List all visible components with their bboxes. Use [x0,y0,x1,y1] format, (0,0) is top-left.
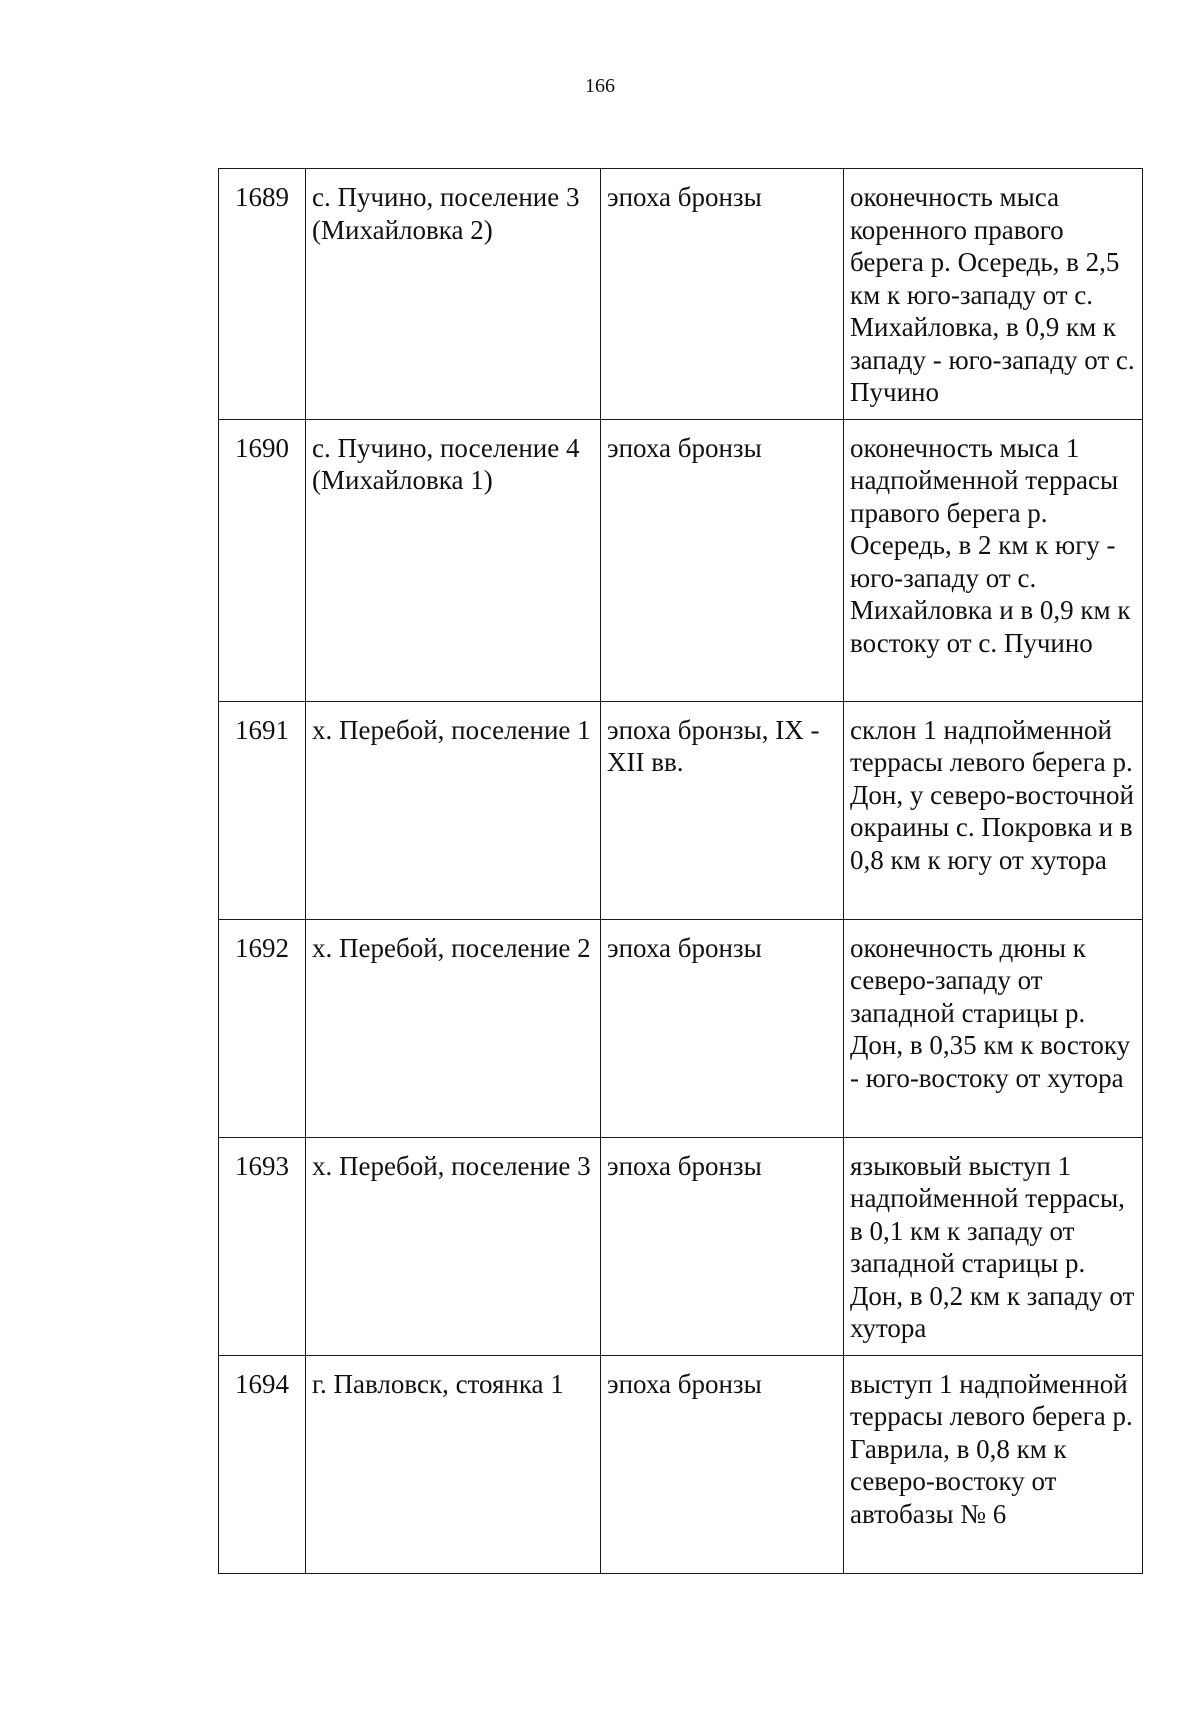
site-name: с. Пучино, поселение 4 (Михайловка 1) [306,419,601,701]
site-period: эпоха бронзы, IX - XII вв. [601,701,844,919]
row-number: 1690 [219,419,306,701]
table-row [219,701,1143,919]
row-number: 1694 [219,1355,306,1573]
row-number: 1692 [219,919,306,1137]
page-number: 166 [585,75,615,97]
table-row [219,1137,1143,1355]
site-location: оконечность мыса коренного правого берега р. Осередь, в 2,5 км к юго-западу от с. Михайловка, в 0,9 км к западу - юго-западу от с. Пучино [844,169,1143,420]
site-name: х. Перебой, поселение 3 [306,1137,601,1355]
site-name: г. Павловск, стоянка 1 [306,1355,601,1573]
site-location: языковый выступ 1 надпойменной террасы, в 0,1 км к западу от западной старицы р. Дон, в 0,2 км к западу от хутора [844,1137,1143,1355]
site-period: эпоха бронзы [601,1137,844,1355]
site-location: выступ 1 надпойменной террасы левого берега р. Гаврила, в 0,8 км к северо-востоку от автобазы № 6 [844,1355,1143,1573]
site-period: эпоха бронзы [601,169,844,420]
row-number: 1689 [219,169,306,420]
table-row [219,169,1143,420]
row-number: 1691 [219,701,306,919]
table-row [219,919,1143,1137]
site-location: склон 1 надпойменной террасы левого берега р. Дон, у северо-восточной окраины с. Покровка и в 0,8 км к югу от хутора [844,701,1143,919]
row-number: 1693 [219,1137,306,1355]
site-period: эпоха бронзы [601,919,844,1137]
table-row [219,1355,1143,1573]
table-row [219,419,1143,701]
site-location: оконечность дюны к северо-западу от западной старицы р. Дон, в 0,35 км к востоку - юго-востоку от хутора [844,919,1143,1137]
monuments-table [218,168,1143,1574]
site-name: х. Перебой, поселение 2 [306,919,601,1137]
site-name: с. Пучино, поселение 3 (Михайловка 2) [306,169,601,420]
site-period: эпоха бронзы [601,419,844,701]
site-period: эпоха бронзы [601,1355,844,1573]
site-name: х. Перебой, поселение 1 [306,701,601,919]
site-location: оконечность мыса 1 надпойменной террасы правого берега р. Осередь, в 2 км к югу - юго-западу от с. Михайловка и в 0,9 км к востоку от с. Пучино [844,419,1143,701]
